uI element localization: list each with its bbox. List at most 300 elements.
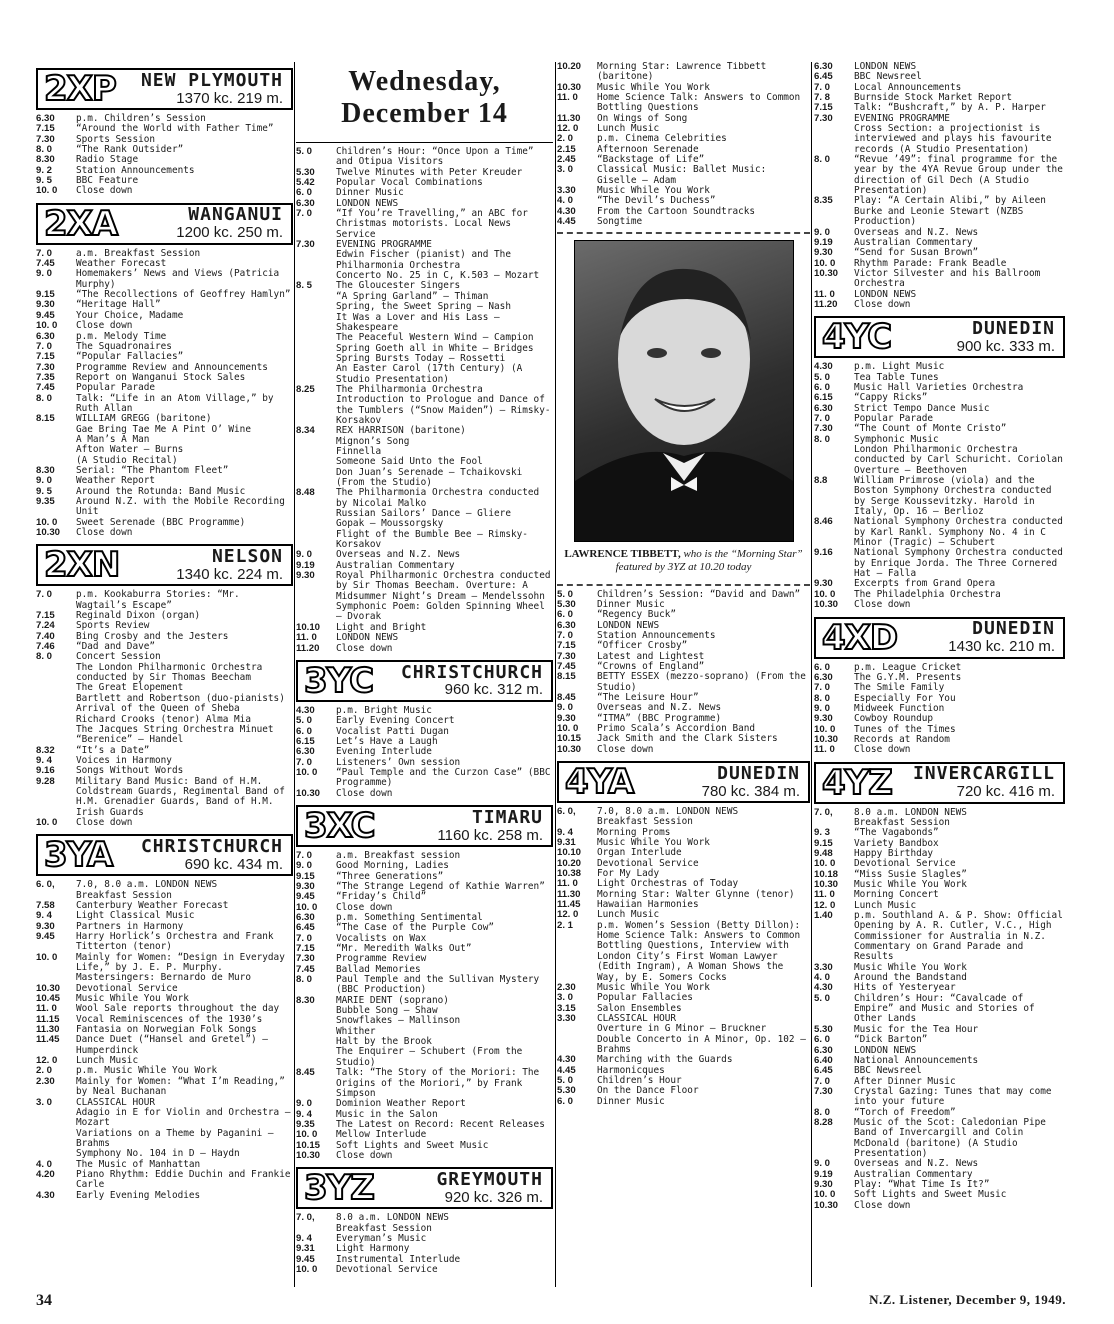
programme-time (296, 364, 336, 385)
programme-entry (36, 166, 293, 176)
programme-entry (296, 1099, 553, 1109)
programme-time (296, 468, 336, 489)
programme-title: Adagio in E for Violin and Orchestra — Mozart (76, 1106, 291, 1129)
programme-title: Close down (336, 1149, 393, 1161)
station-frequency: 900 kc. 333 m. (956, 337, 1055, 355)
portrait-illustration (575, 241, 793, 541)
programme-entry (296, 488, 553, 509)
station-header-4yc (814, 316, 1065, 358)
programme-time: 9.45 (296, 1253, 315, 1265)
programme-time: 9. 0 (814, 1158, 831, 1170)
programme-title: The Great Elopement (76, 682, 184, 694)
programme-entry (814, 600, 1065, 610)
programme-time (296, 313, 336, 334)
programme-entry (814, 62, 1065, 72)
programme-time: 9. 0 (557, 702, 574, 714)
station-frequency: 960 kc. 312 m. (444, 681, 543, 699)
programme-time: 7. 0 (814, 682, 831, 694)
programme-entry (36, 1191, 293, 1201)
programme-time (36, 663, 76, 684)
station-header-4yz (814, 762, 1065, 804)
programme-entry (36, 321, 293, 331)
programme-title: Your Choice, Madame (76, 309, 184, 321)
programme-time (36, 1108, 76, 1129)
programme-title: REX HARRISON (baritone) (336, 425, 466, 437)
programme-time: 7.15 (36, 351, 55, 363)
programme-time (814, 445, 854, 476)
station-header-4xd (814, 617, 1065, 659)
programme-time: 10. 0 (36, 516, 58, 528)
station-frequency: 1430 kc. 210 m. (948, 638, 1055, 656)
programme-entry (814, 124, 1065, 155)
programme-time: 7.15 (814, 102, 833, 114)
programme-time: 6.30 (36, 113, 55, 124)
programme-time: 10. 0 (814, 858, 836, 870)
programme-entry (814, 735, 1065, 745)
programme-entry (557, 93, 810, 114)
programme-title: Symphonic Poem: Golden Spinning Wheel — Dvorak (336, 601, 545, 623)
programme-time: 11.45 (36, 1034, 60, 1046)
station-name: CHRISTCHURCH (400, 661, 543, 683)
programme-entry (296, 623, 553, 633)
programme-time: 7. 0 (36, 247, 53, 259)
programme-title: EVENING PROGRAMME (854, 112, 950, 124)
programme-entry (296, 1234, 553, 1244)
page-number: 34 (36, 1292, 52, 1309)
programme-time (296, 344, 336, 354)
programme-title: “It’s a Date” (76, 744, 150, 756)
programme-time: 12. 0 (557, 909, 579, 921)
programme-title: Crystal Gazing: Tunes that may come into your future (854, 1085, 1052, 1108)
programme-time (36, 683, 76, 693)
programme-time: 11. 0 (296, 632, 317, 644)
programme-entry (814, 362, 1065, 372)
programme-entry (557, 610, 810, 620)
programme-title: Close down (76, 816, 133, 828)
programme-title: Vocalists on Wax (336, 932, 427, 944)
programme-title: Close down (336, 901, 393, 913)
publication-footer: N.Z. Listener, December 9, 1949. (869, 1292, 1066, 1307)
programme-title: EVENING PROGRAMME (336, 239, 432, 251)
programme-title: 7.0, 8.0 a.m. LONDON NEWS (597, 806, 739, 817)
programme-time: 4. 0 (36, 1158, 53, 1170)
programme-title: “The Leisure Hour” (597, 691, 699, 703)
programme-time: 9.30 (814, 713, 833, 725)
station-callsign: 3YC (304, 660, 374, 701)
programme-time: 10.38 (557, 868, 582, 880)
programme-title: Fantasia on Norwegian Folk Songs (76, 1024, 257, 1036)
programme-time: 2. 0 (36, 1065, 53, 1077)
station-header-4ya (557, 761, 810, 803)
programme-title: LONDON NEWS (597, 619, 660, 631)
programme-title: Music While You Work (597, 185, 710, 197)
programme-title: Bubble Song — Shaw (336, 1005, 438, 1017)
programme-time: 6.30 (557, 619, 576, 631)
programme-entry (296, 333, 553, 343)
programme-title: “Officer Crosby” (597, 640, 688, 652)
programme-title: Hawaiian Harmonies (597, 899, 699, 911)
programme-title: Instrumental Interlude (336, 1253, 461, 1265)
programme-title: Records at Random (854, 733, 950, 745)
station-header-3ya (36, 834, 293, 876)
programme-title: Snowflakes — Mallinson (336, 1015, 461, 1027)
programme-entry (36, 694, 293, 715)
programme-time (296, 1037, 336, 1047)
programme-time: 11. 0 (814, 744, 835, 756)
programme-time: 8. 0 (814, 154, 831, 166)
station-header-3xc (296, 805, 553, 847)
programme-title: “Crowns of England” (597, 660, 705, 672)
programme-entry (36, 932, 293, 953)
programme-time: 5. 0 (814, 992, 831, 1004)
programme-time: 7.46 (36, 641, 55, 653)
programme-time: 6.30 (36, 330, 55, 342)
programme-entry (557, 1097, 810, 1107)
programme-title: Mainly for Women: “Design in Everyday Life,” by J. E. P. Murphy. Mastersingers: Bernardo de Muro (76, 951, 285, 984)
programme-entry (296, 602, 553, 623)
programme-title: Play: “What Time Is It?” (854, 1178, 990, 1190)
programme-time (36, 425, 76, 435)
programme-time: 5. 0 (296, 715, 313, 727)
programme-entry (814, 300, 1065, 310)
programme-entry (814, 911, 1065, 963)
programme-time (557, 1035, 597, 1056)
programme-title: Let’s Have a Laugh (336, 735, 438, 747)
programme-entry (557, 62, 810, 83)
programme-entry (296, 975, 553, 996)
programme-time: 10.30 (36, 527, 61, 539)
programme-entry (296, 147, 553, 168)
programme-entry (814, 1118, 1065, 1159)
programme-title: “The Case of the Purple Cow” (336, 922, 495, 934)
programme-time: 4. 0 (557, 195, 574, 207)
programme-title: “Mr. Meredith Walks Out” (336, 943, 472, 955)
programme-entry (36, 145, 293, 155)
programme-time: 9.16 (814, 547, 833, 559)
programme-time: 9.19 (814, 236, 833, 248)
station-callsign: 4YZ (822, 762, 892, 803)
station-callsign: 3YZ (304, 1168, 374, 1209)
programme-title: Everyman’s Music (336, 1232, 427, 1244)
programme-entry (36, 663, 293, 684)
programme-title: The Philadelphia Orchestra (854, 588, 1001, 600)
programme-entry (36, 632, 293, 642)
programme-time: 10. 0 (296, 1263, 318, 1275)
programme-title: Vocalist Patti Dugan (336, 725, 449, 737)
programme-list-3ya (36, 880, 293, 1201)
programme-time: 12. 0 (814, 899, 836, 911)
programme-title: Station Announcements (76, 164, 195, 176)
programme-time: 9. 0 (296, 549, 313, 561)
station-callsign: 4XD (822, 617, 898, 658)
photo-caption (557, 546, 810, 580)
programme-title: Devotional Service (76, 982, 178, 994)
programme-title: p.m. Women’s Session (Betty Dillon): Home Science Talk: Answers to Common Bottling Questions, Interview with London City’s First Woman Lawyer (Edith Ingram), A Woman Shows the Way, by E. Somers Cocks (597, 919, 801, 983)
programme-title: Popular Parade (854, 412, 934, 424)
programme-title: “The Vagabonds” (854, 827, 939, 839)
programme-time: 10.20 (557, 857, 582, 869)
programme-time: 7. 0 (296, 756, 313, 768)
programme-title: Music While You Work (597, 981, 710, 993)
programme-time: 10.30 (814, 599, 839, 611)
programme-title: The Latest on Record: Recent Releases (336, 1118, 545, 1130)
programme-title: “ITMA” (BBC Programme) (597, 712, 722, 724)
programme-title: p.m. Southland A. & P. Show: Official Opening by A. R. Cutler, V.C., High Commissioner for Australia in N.Z. Commentary on Grand Parade and Results (854, 910, 1063, 963)
programme-entry (557, 672, 810, 693)
programme-title: Early Evening Melodies (76, 1189, 201, 1201)
station-name: GREYMOUTH (436, 1168, 543, 1190)
programme-entry (296, 633, 553, 643)
programme-title: Military Band Music: Band of H.M. Coldstream Guards, Regimental Band of H.M. Grenadier Guards, Band of H.M. Irish Guards (76, 775, 285, 818)
programme-title: Gopak — Moussorgsky (336, 518, 444, 530)
programme-entry (36, 176, 293, 186)
programme-entry (814, 880, 1065, 890)
programme-entry (36, 373, 293, 383)
programme-list-4yc (814, 362, 1065, 610)
programme-entry (557, 1035, 810, 1056)
programme-title: Edwin Fischer (pianist) and The Philharmonia Orchestra (336, 249, 511, 271)
programme-time: 6.30 (296, 912, 315, 923)
station-callsign: 4YA (565, 762, 634, 802)
programme-title: LONDON NEWS (336, 632, 399, 644)
programme-title: Midweek Function (854, 702, 945, 714)
programme-title: Afternoon Serenade (597, 143, 699, 155)
programme-title: Morning Star: Lawrence Tibbett (baritone) (597, 62, 767, 83)
programme-title: Twelve Minutes with Peter Kreuder (336, 166, 523, 178)
station-frequency: 1160 kc. 258 m. (437, 826, 543, 844)
programme-entry (814, 1025, 1065, 1035)
programme-title: Victor Silvester and his Ballroom Orchestra (854, 267, 1041, 290)
programme-time: 4.30 (557, 205, 576, 217)
programme-entry (814, 683, 1065, 693)
programme-title: Overseas and N.Z. News (597, 702, 722, 714)
programme-title: Jack Smith and the Clark Sisters (597, 733, 778, 745)
programme-list-4ya (557, 807, 810, 1107)
programme-title: National Symphony Orchestra conducted by Karl Rankl. Symphony No. 4 in C Minor (Tragic) — Schubert (854, 516, 1063, 549)
programme-title: Close down (76, 185, 133, 197)
programme-time: 5. 0 (557, 588, 574, 600)
programme-time: 9.35 (296, 1118, 315, 1130)
station-name: TIMARU (471, 806, 543, 828)
programme-list-2xn (36, 590, 293, 828)
programme-title: Australian Commentary (854, 236, 973, 248)
programme-title: p.m. League Cricket (854, 661, 962, 673)
programme-time: 2.15 (557, 143, 576, 155)
programme-time: 11.20 (296, 642, 320, 654)
programme-title: Variations on a Theme by Paganini — Brahms (76, 1127, 274, 1149)
programme-time: 9.35 (36, 496, 55, 507)
programme-time: 7.45 (36, 258, 55, 270)
programme-entry (557, 838, 810, 848)
programme-title: BBC Newsreel (854, 71, 922, 83)
programme-title: For My Lady (597, 868, 660, 880)
programme-time: 9. 4 (296, 1232, 313, 1244)
programme-time (296, 1006, 336, 1016)
station-frequency: 690 kc. 434 m. (184, 855, 283, 873)
programme-entry (557, 817, 810, 827)
programme-list-4yz (814, 808, 1065, 1211)
programme-time: 11. 0 (557, 92, 578, 104)
programme-title: “Cappy Ricks” (854, 392, 928, 404)
programme-title: LONDON NEWS (854, 62, 917, 72)
programme-entry (36, 611, 293, 621)
programme-time: 8. 0 (296, 974, 313, 986)
programme-time (296, 602, 336, 623)
programme-time: 4.30 (814, 982, 833, 994)
programme-time: 10.10 (557, 847, 582, 859)
programme-title: Lunch Music (854, 899, 917, 911)
programme-time: 6.30 (296, 746, 315, 758)
station-frequency: 1200 kc. 250 m. (176, 224, 283, 242)
station-header-2xn (36, 544, 293, 586)
programme-entry (296, 1151, 553, 1161)
programme-title: Halt by the Brook (336, 1036, 432, 1048)
programme-time: 9.30 (36, 920, 55, 932)
programme-entry (296, 188, 553, 198)
programme-entry (36, 311, 293, 321)
programme-title: “Send for Susan Brown” (854, 247, 979, 259)
programme-title: Station Announcements (597, 629, 716, 641)
station-header-2xp (36, 68, 293, 110)
programme-title: Lunch Music (597, 123, 660, 135)
programme-time: 7.30 (36, 133, 55, 145)
programme-title: Dance Duet (“Hansel and Gretel”) — Humperdinck (76, 1034, 268, 1056)
programme-title: 8.0 a.m. LONDON NEWS (854, 806, 967, 818)
programme-entry (814, 155, 1065, 196)
programme-entry (296, 1265, 553, 1275)
programme-time: 10. 0 (557, 722, 579, 734)
programme-time: 7.30 (36, 361, 55, 373)
programme-title: “Miss Susie Slagles” (854, 868, 967, 880)
programme-entry (557, 114, 810, 124)
programme-title: The G.Y.M. Presents (854, 671, 962, 683)
caption-name: LAWRENCE TIBBETT, (564, 547, 681, 560)
programme-title: Breakfast Session (336, 1222, 432, 1234)
programme-entry (296, 530, 553, 551)
programme-title: The Peaceful Western Wind — Campion (336, 332, 534, 344)
programme-title: Programme Review (336, 953, 427, 965)
programme-title: Concerto No. 25 in C, K.503 — Mozart (336, 270, 540, 282)
programme-title: Homemakers’ News and Views (Patricia Murphy) (76, 268, 280, 290)
column-divider (555, 62, 556, 1287)
programme-time: 10. 0 (36, 320, 58, 332)
programme-entry (557, 1055, 810, 1065)
programme-time: 9.19 (814, 1168, 833, 1180)
caption-text: who is the “Morning Star” featured by 3YZ at 10.20 today (615, 547, 803, 573)
programme-time: 7. 0 (814, 1075, 831, 1087)
programme-title: Children’s Hour: “Cavalcade of Empire” and Music and Stories of Other Lands (854, 992, 1035, 1025)
programme-title: Salon Ensembles (597, 1002, 682, 1014)
programme-time: 10. 0 (814, 257, 836, 269)
programme-title: Weather Report (76, 475, 156, 487)
programme-time: 7.58 (36, 899, 55, 911)
programme-time: 10.30 (296, 1149, 321, 1161)
programme-title: Burnside Stock Market Report (854, 92, 1013, 104)
programme-entry (36, 953, 293, 984)
programme-title: Voices in Harmony (76, 754, 172, 766)
programme-title: Excerpts from Grand Opera (854, 578, 996, 590)
programme-title: The Gloucester Singers (336, 280, 461, 292)
programme-entry (36, 528, 293, 538)
programme-title: Talk: “Bushcraft,” by A. P. Harper (854, 102, 1046, 114)
programme-time: 9. 0 (36, 475, 53, 487)
programme-time: 10.30 (557, 81, 582, 93)
programme-time: 8.28 (814, 1116, 833, 1128)
station-callsign: 2XA (44, 203, 118, 244)
programme-entry (36, 383, 293, 393)
programme-title: Morning Concert (854, 889, 939, 901)
programme-title: Afton Water — Burns (76, 444, 184, 456)
programme-title: Around the Bandstand (854, 972, 967, 984)
programme-entry (814, 1056, 1065, 1066)
programme-time: 7.40 (36, 630, 55, 642)
programme-entry (296, 644, 553, 654)
programme-list-4xd (814, 663, 1065, 756)
programme-time (296, 1016, 336, 1026)
programme-time: 8.32 (36, 744, 55, 756)
programme-title: The Philharmonia Orchestra conducted by Nicolai Malko (336, 487, 540, 509)
programme-title: p.m. Cinema Celebrities (597, 133, 727, 145)
programme-time: 10.30 (814, 733, 839, 745)
programme-entry (36, 352, 293, 362)
programme-title: Music Hall Varieties Orchestra (854, 381, 1024, 393)
programme-title: Australian Commentary (336, 559, 455, 571)
programme-title: “The Recollections of Geoffrey Hamlyn” (76, 289, 291, 301)
programme-time: 11.45 (557, 899, 581, 911)
programme-time: 9.30 (296, 570, 315, 582)
programme-title: LONDON NEWS (854, 288, 917, 300)
programme-time: 5.42 (296, 177, 315, 189)
programme-title: Close down (854, 744, 911, 756)
programme-time: 7.45 (296, 963, 315, 975)
programme-list-4ya-continued (814, 62, 1065, 310)
programme-entry (36, 425, 293, 435)
programme-time (296, 292, 336, 302)
programme-title: Richard Crooks (tenor) Alma Mia (76, 713, 251, 725)
programme-title: “Regency Buck” (597, 609, 677, 621)
programme-title: Rhythm Parade: Frank Beadle (854, 257, 1007, 269)
programme-title: Spring, the Sweet Spring — Nash (336, 301, 511, 313)
programme-title: p.m. Melody Time (76, 330, 167, 342)
programme-time: 9. 5 (36, 485, 53, 497)
programme-entry (557, 745, 810, 755)
programme-time (296, 447, 336, 457)
programme-time: 2.45 (557, 154, 576, 166)
programme-title: Mellow Interlude (336, 1129, 427, 1141)
divider (557, 232, 810, 234)
programme-time: 7.30 (814, 112, 833, 124)
programme-entry (814, 445, 1065, 476)
programme-time: 2.30 (36, 1075, 55, 1087)
programme-title: “Backstage of Life” (597, 154, 705, 166)
programme-title: Devotional Service (336, 1263, 438, 1275)
station-callsign: 2XN (44, 545, 120, 586)
programme-entry (296, 209, 553, 240)
programme-entry (296, 426, 553, 436)
programme-time: 7. 0 (36, 589, 53, 601)
programme-entry (557, 600, 810, 610)
programme-time: 7.30 (296, 953, 315, 965)
programme-time: 9.28 (36, 775, 55, 787)
programme-time: 8. 0 (814, 433, 831, 445)
programme-title: “A Spring Garland” — Thiman (336, 290, 489, 302)
programme-title: Lunch Music (597, 909, 660, 921)
programme-title: Morning Proms (597, 826, 671, 838)
programme-title: Whither (336, 1025, 376, 1037)
programme-entry (296, 716, 553, 726)
programme-title: Lunch Music (76, 1055, 139, 1067)
programme-title: Songs Without Words (76, 765, 184, 777)
